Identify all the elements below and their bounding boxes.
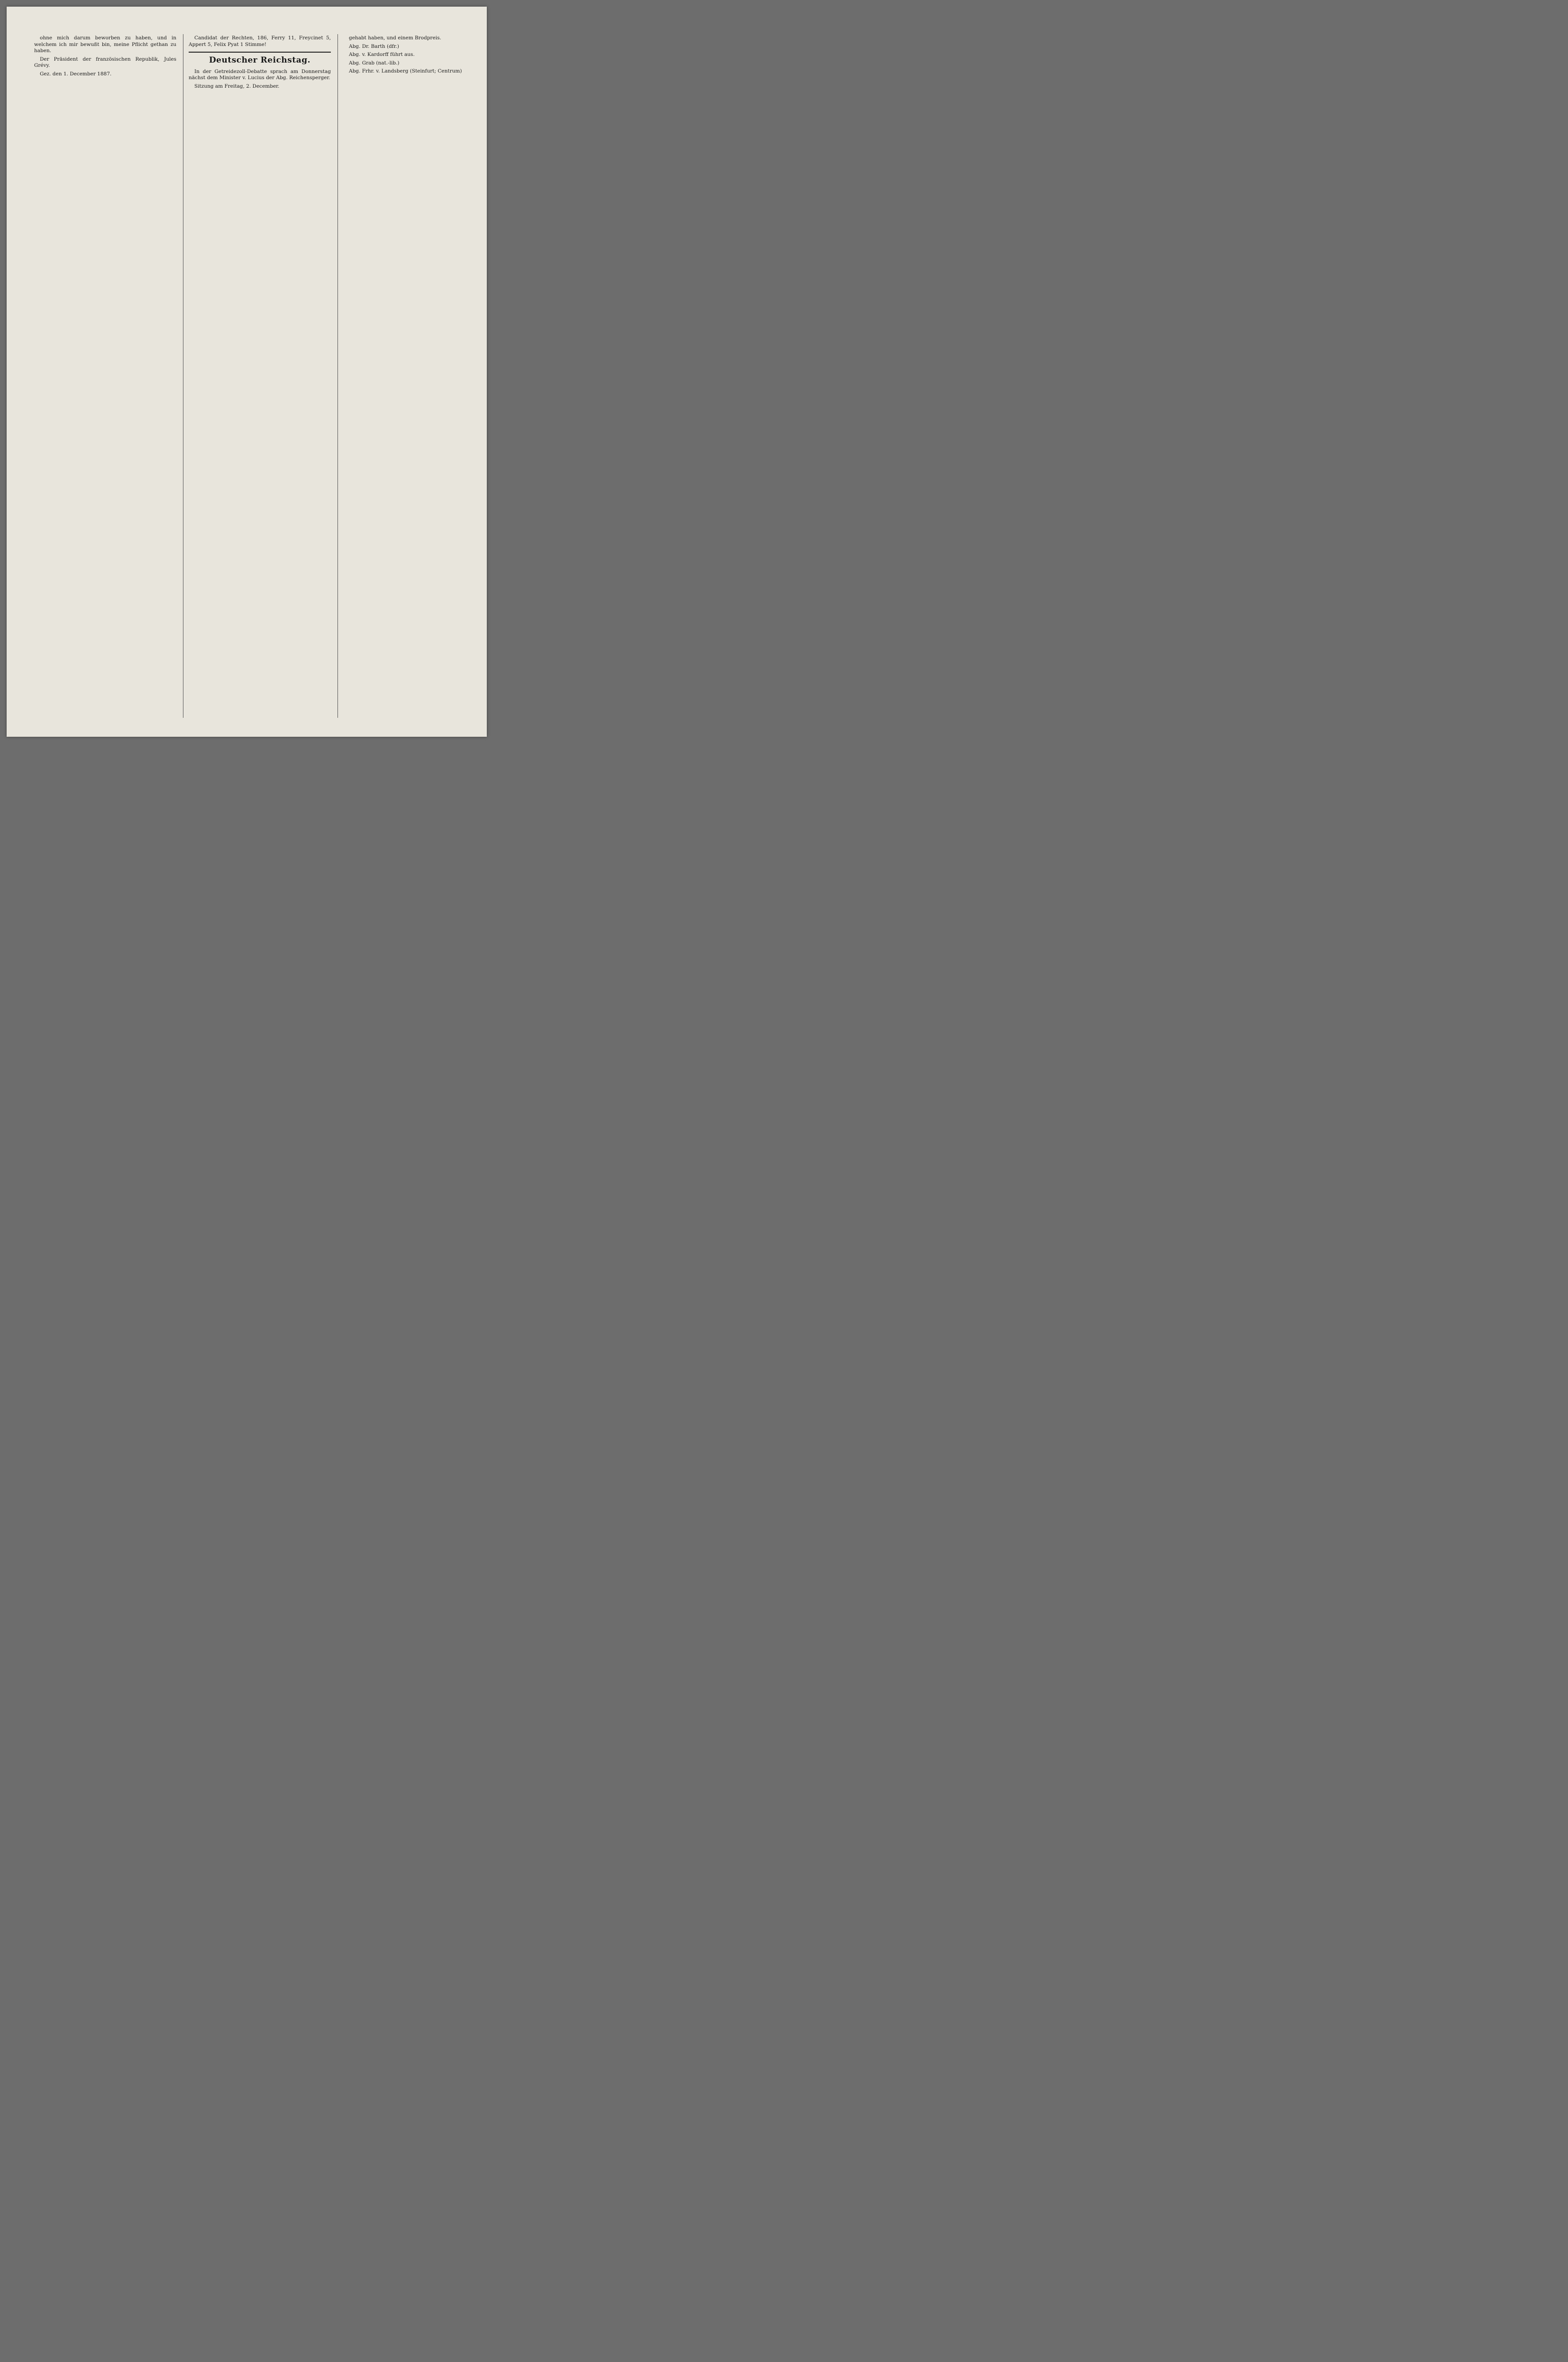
- paragraph: ohne mich darum beworben zu haben, und in welchem ich mir bewußt bin, meine Pflicht gethan zu haben.: [34, 35, 176, 54]
- column-rule: [337, 34, 338, 718]
- paragraph: Der Präsident der französischen Republik, Jules Grévy.: [34, 56, 176, 69]
- paragraph: Candidat der Rechten, 186, Ferry 11, Freycinet 5, Appert 5, Felix Pyat 1 Stimme!: [189, 35, 331, 47]
- column-3: [343, 35, 485, 77]
- newspaper-page: [7, 7, 487, 737]
- section-heading: Deutscher Reichstag.: [209, 55, 311, 65]
- divider: [189, 52, 331, 53]
- column-1: [34, 35, 176, 80]
- paragraph: Gez. den 1. December 1887.: [40, 71, 112, 77]
- paragraph: Abg. v. Kardorff führt aus.: [349, 52, 415, 58]
- paragraph: Sitzung am Freitag, 2. December.: [194, 83, 280, 89]
- paragraph: gehabt haben, und einem Brodpreis.: [349, 35, 441, 41]
- paragraph: Abg. Grab (nat.-lib.): [349, 60, 400, 66]
- paragraph: Abg. Frhr. v. Landsberg (Steinfurt; Centrum): [349, 68, 462, 74]
- paragraph: In der Getreidezoll-Debatte sprach am Donnerstag nächst dem Minister v. Lucius der Abg. Reichensperger.: [189, 68, 331, 81]
- paragraph: Abg. Dr. Barth (dfr.): [349, 43, 399, 49]
- column-2: [189, 35, 331, 92]
